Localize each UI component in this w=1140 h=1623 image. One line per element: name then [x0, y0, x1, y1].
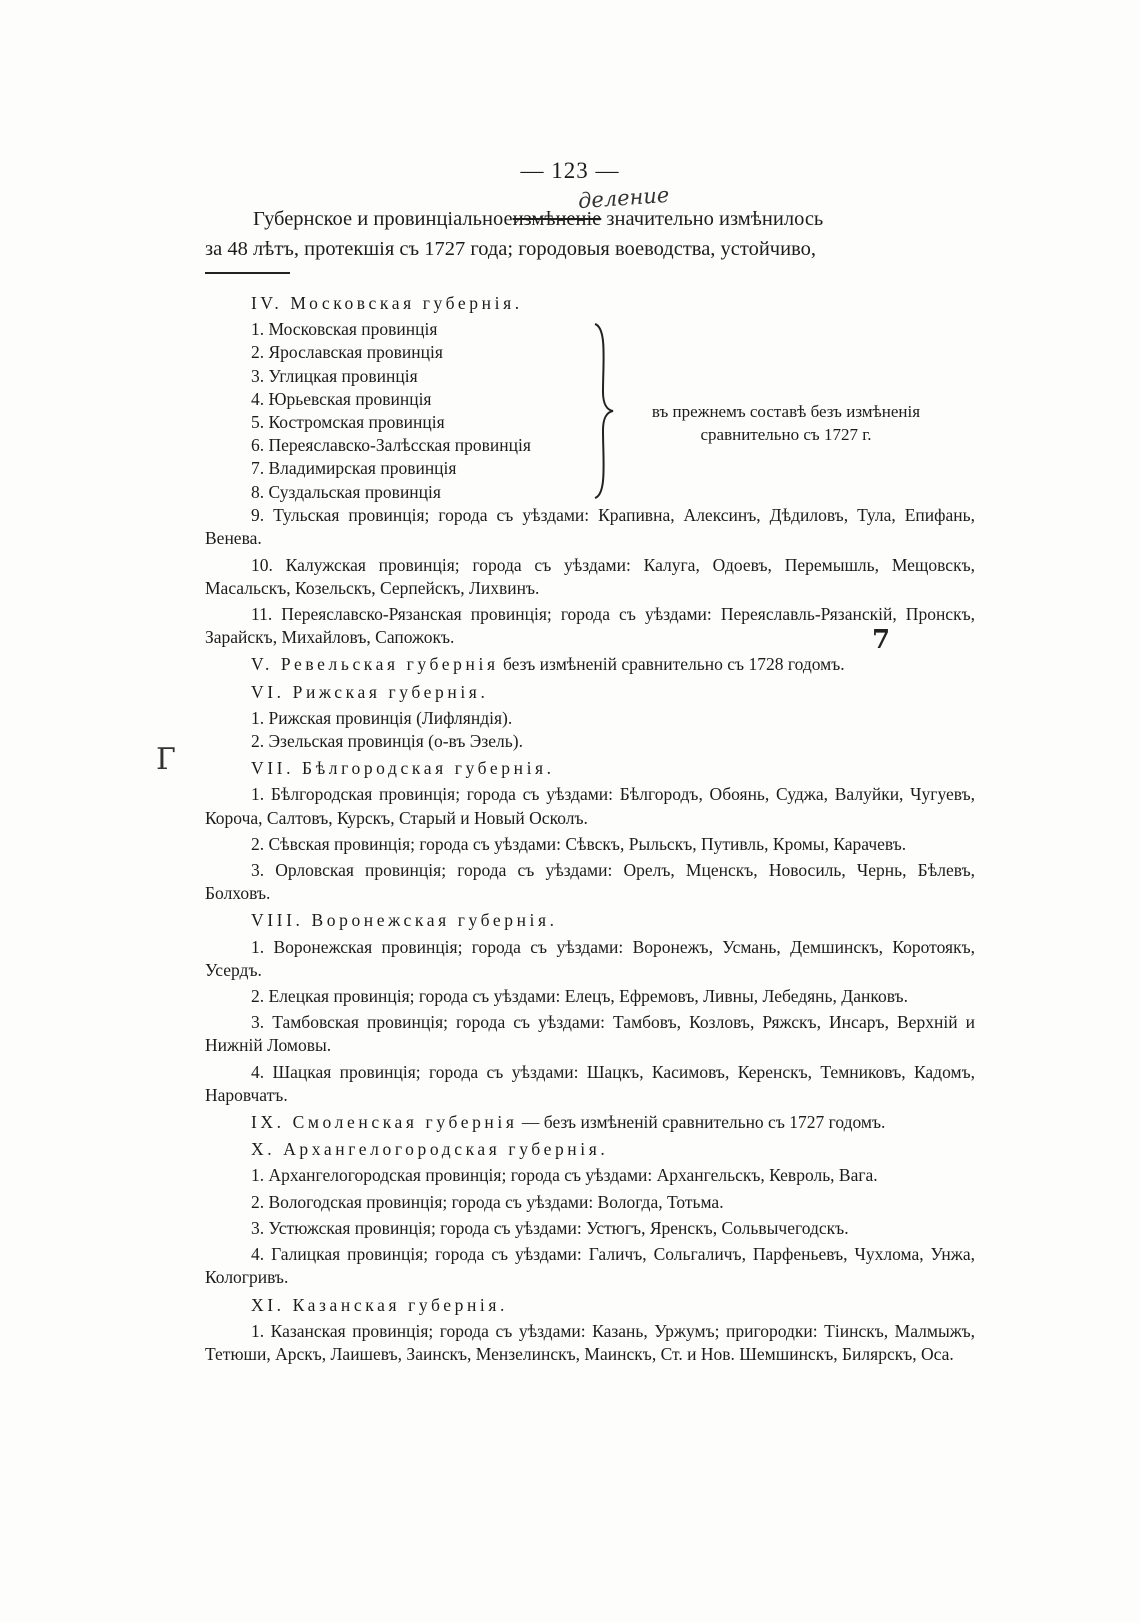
- paragraph: 10. Калужская провинція; города съ уѣздами: Калуга, Одоевъ, Перемышль, Мещовскъ, Масальскъ, Козельскъ, Серпейскъ, Лихвинъ.: [205, 554, 975, 598]
- heading-rest: безъ измѣненій сравнительно съ 1728 годомъ.: [498, 654, 845, 675]
- paragraph: 3. Тамбовская провинція; города съ уѣздами: Тамбовъ, Козловъ, Ряжскъ, Инсаръ, Верхній и Нижній Ломовы.: [205, 1012, 975, 1056]
- paragraph: 2. Вологодская провинція; города съ уѣздами: Вологда, Тотьма.: [251, 1191, 724, 1212]
- list-item: 2. Эзельская провинція (о-въ Эзель).: [251, 731, 523, 752]
- paragraph: 4. Галицкая провинція; города съ уѣздами: Галичъ, Сольгаличъ, Парфеньевъ, Чухлома, Унжа, Кологривъ.: [205, 1244, 975, 1288]
- paragraph: 2. Сѣвская провинція; города съ уѣздами: Сѣвскъ, Рыльскъ, Путивль, Кромы, Карачевъ.: [251, 833, 907, 854]
- intro-line-2: за 48 лѣтъ, протекшія съ 1727 года; городовыя воеводства, устойчиво,: [205, 238, 817, 260]
- intro-text-a: Губернское и провинціальное: [253, 208, 513, 230]
- paragraph: 11. Переяславско-Рязанская провинція; города съ уѣздами: Переяславль-Рязанскій, Пронскъ, Зарайскъ, Михайловъ, Сапожокъ.: [205, 604, 975, 648]
- heading-text: IX. Смоленская губернія: [251, 1112, 518, 1133]
- list-item: 7. Владимирская провинція: [251, 458, 457, 479]
- paragraph: 1. Воронежская провинція; города съ уѣздами: Воронежъ, Усмань, Демшинскъ, Коротоякъ, Усердъ.: [205, 936, 975, 980]
- list-item: 8. Суздальская провинція: [251, 481, 441, 502]
- paragraph: 4. Шацкая провинція; города съ уѣздами: Шацкъ, Касимовъ, Керенскъ, Темниковъ, Кадомъ, Наровчатъ.: [205, 1061, 975, 1105]
- list-item: 5. Костромская провинція: [251, 412, 445, 433]
- section-heading: [251, 653, 975, 676]
- moscow-province-block: [205, 318, 975, 504]
- note-line: въ прежнемъ составѣ безъ измѣненія: [651, 402, 921, 422]
- section-heading: X. Архангелогородская губернія.: [251, 1139, 609, 1160]
- paragraph: 3. Орловская провинція; города съ уѣздами: Орелъ, Мценскъ, Новосиль, Чернь, Бѣлевъ, Болховъ.: [205, 860, 975, 904]
- brace-note: [621, 400, 951, 446]
- list-item: 1. Московская провинція: [251, 319, 438, 340]
- margin-mark: Г: [156, 742, 176, 777]
- paragraph: 1. Казанская провинція; города съ уѣздами: Казань, Уржумъ; пригородки: Тіинскъ, Малмыжъ, Тетюши, Арскъ, Лаишевъ, Заинскъ, Мензелинскъ, Маинскъ, Ст. и Нов. Шемшинскъ, Билярскъ, Оса.: [205, 1320, 975, 1364]
- list-item: 4. Юрьевская провинція: [251, 388, 432, 409]
- section-heading: VI. Рижская губернія.: [251, 681, 489, 702]
- struck-word: измѣненіе: [512, 208, 602, 230]
- heading-rest: — безъ измѣненій сравнительно съ 1727 годомъ.: [517, 1112, 886, 1133]
- section-heading: [251, 1111, 975, 1134]
- footnote-rule: [205, 272, 290, 274]
- paragraph: 1. Бѣлгородская провинція; города съ уѣздами: Бѣлгородъ, Обоянь, Суджа, Валуйки, Чугуевъ, Короча, Салтовъ, Курскъ, Старый и Новый Осколъ.: [205, 784, 975, 828]
- section-heading: IV. Московская губернія.: [251, 293, 523, 313]
- page-number: — 123 —: [520, 158, 620, 183]
- list-item: 1. Рижская провинція (Лифляндія).: [251, 707, 513, 728]
- paragraph: 1. Архангелогородская провинція; города съ уѣздами: Архангельскъ, Кевроль, Вага.: [251, 1165, 878, 1186]
- intro-line-1: [205, 208, 975, 231]
- list-item: 6. Переяславско-Залѣсская провинція: [251, 435, 531, 456]
- section-heading: XI. Казанская губернія.: [251, 1294, 509, 1315]
- section-heading: VII. Бѣлгородская губернія.: [251, 758, 555, 779]
- list-item: 3. Углицкая провинція: [251, 365, 418, 386]
- note-line: сравнительно съ 1727 г.: [700, 425, 872, 445]
- heading-text: V. Ревельская губернія: [251, 654, 499, 675]
- document-body: [205, 288, 975, 1369]
- province-list: [251, 318, 531, 504]
- handwritten-correction: деление: [577, 182, 671, 214]
- paragraph: 9. Тульская провинція; города съ уѣздами: Крапивна, Алексинъ, Дѣдиловъ, Тула, Епифань, Венева.: [205, 505, 975, 549]
- section-heading: VIII. Воронежская губернія.: [251, 910, 558, 931]
- pen-correction: 7: [872, 625, 891, 655]
- paragraph: 3. Устюжская провинція; города съ уѣздами: Устюгъ, Яренскъ, Сольвычегодскъ.: [251, 1217, 849, 1238]
- list-item: 2. Ярославская провинція: [251, 342, 443, 363]
- intro-text-b: значительно измѣнилось: [601, 208, 824, 230]
- paragraph: 2. Елецкая провинція; города съ уѣздами: Елецъ, Ефремовъ, Ливны, Лебедянь, Данковъ.: [251, 986, 908, 1007]
- brace-icon: [593, 322, 615, 500]
